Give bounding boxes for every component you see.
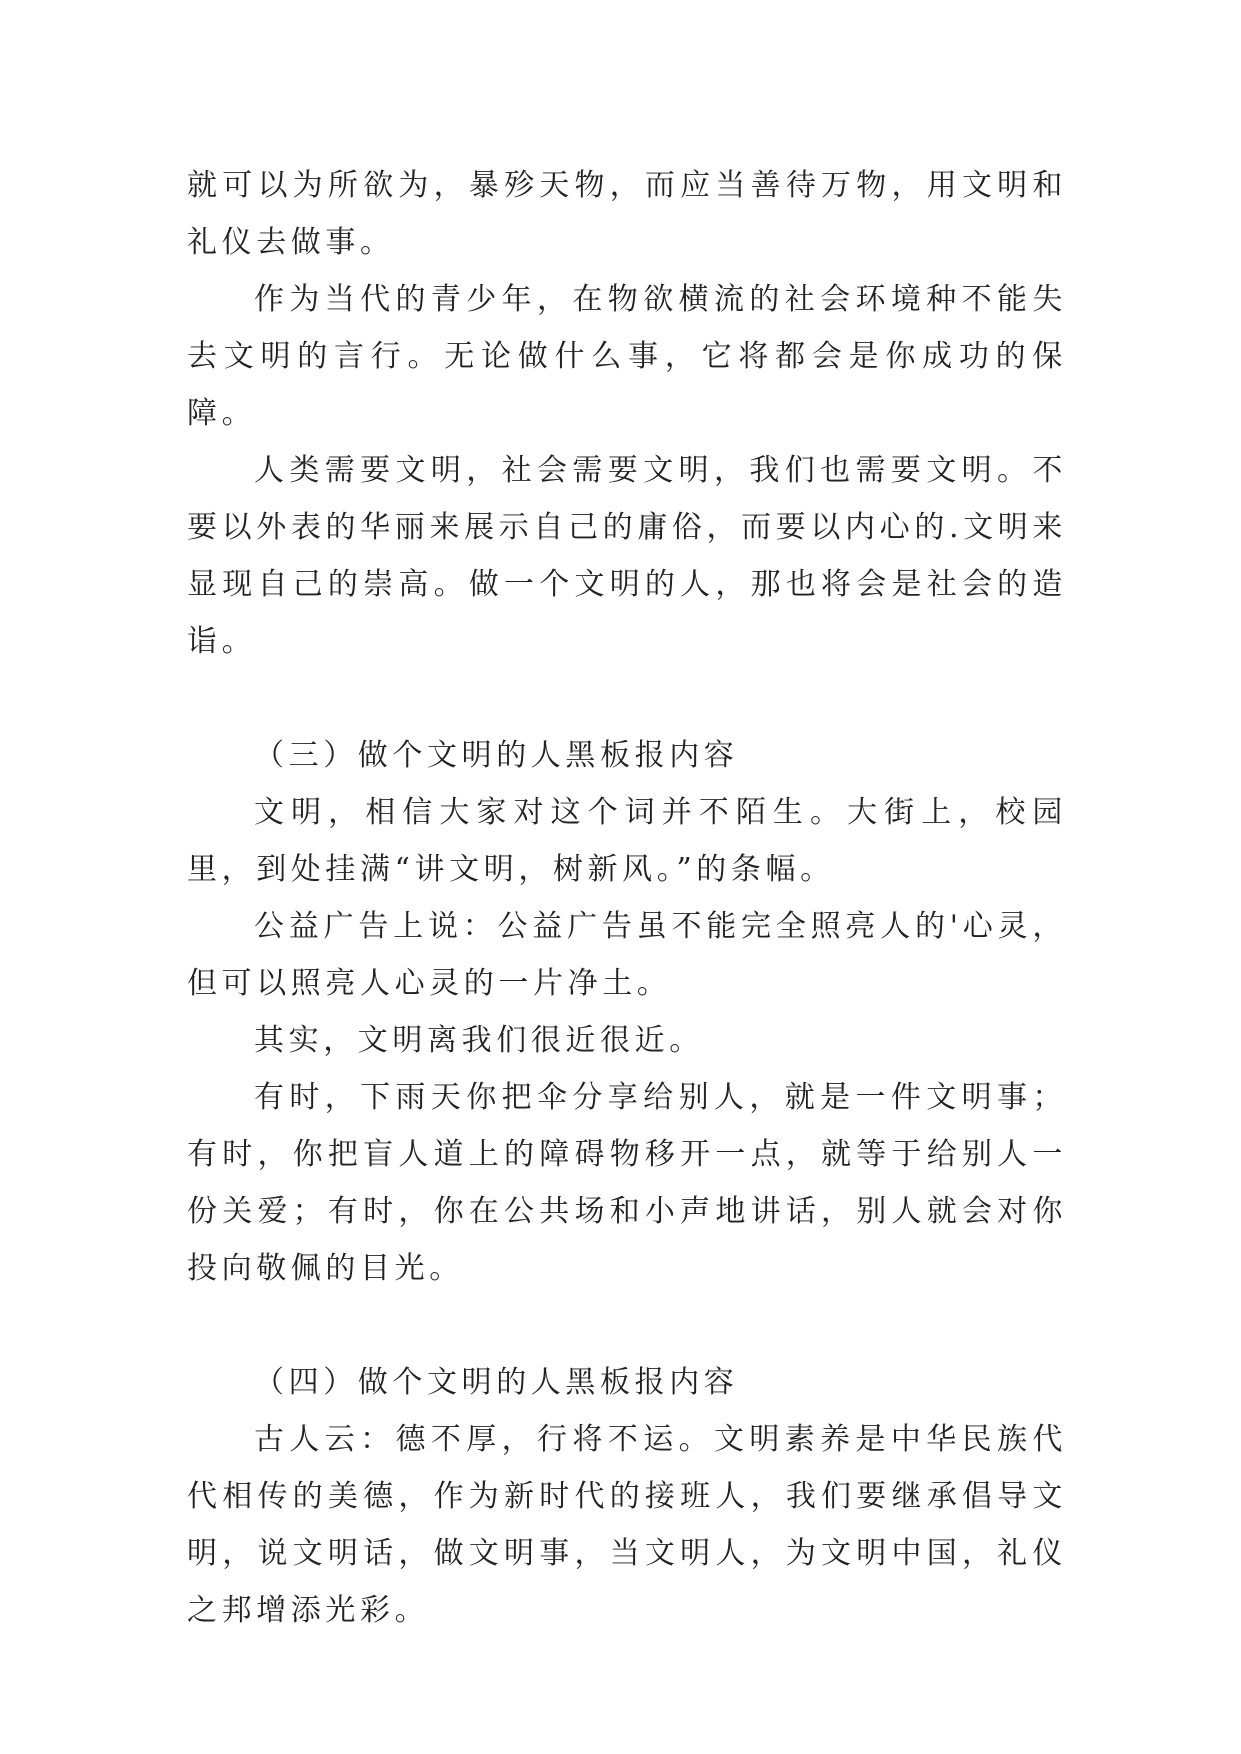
section-3-heading: （三）做个文明的人黑板报内容 [254,738,739,773]
section-4-heading: （四）做个文明的人黑板报内容 [254,1365,739,1400]
section-4-paragraph-1: 古人云：德不厚，行将不运。文明素养是中华民族代代相传的美德，作为新时代的接班人，我们要继承倡导文明，说文明话，做文明事，当文明人，为文明中国，礼仪之邦增添光彩。 [187,1422,1067,1628]
document-page [187,157,1067,1639]
section-3-paragraph-4: 有时，下雨天你把伞分享给别人，就是一件文明事；有时，你把盲人道上的障碍物移开一点，就等于给别人一份关爱；有时，你在公共场和小声地讲话，别人就会对你投向敬佩的目光。 [187,1080,1067,1286]
paragraph-youth: 作为当代的青少年，在物欲横流的社会环境种不能失去文明的言行。无论做什么事，它将都会是你成功的保障。 [187,282,1067,431]
section-3-paragraph-3: 其实，文明离我们很近很近。 [254,1023,704,1058]
section-3-paragraph-2: 公益广告上说：公益广告虽不能完全照亮人的'心灵，但可以照亮人心灵的一片净土。 [187,909,1067,1001]
paragraph-continued: 就可以为所欲为，暴殄天物，而应当善待万物，用文明和礼仪去做事。 [187,168,1067,260]
paragraph-humanity: 人类需要文明，社会需要文明，我们也需要文明。不要以外表的华丽来展示自己的庸俗，而要以内心的.文明来显现自己的崇高。做一个文明的人，那也将会是社会的造诣。 [187,453,1067,659]
section-3-paragraph-1: 文明，相信大家对这个词并不陌生。大街上，校园里，到处挂满“讲文明，树新风。”的条幅。 [187,795,1067,887]
